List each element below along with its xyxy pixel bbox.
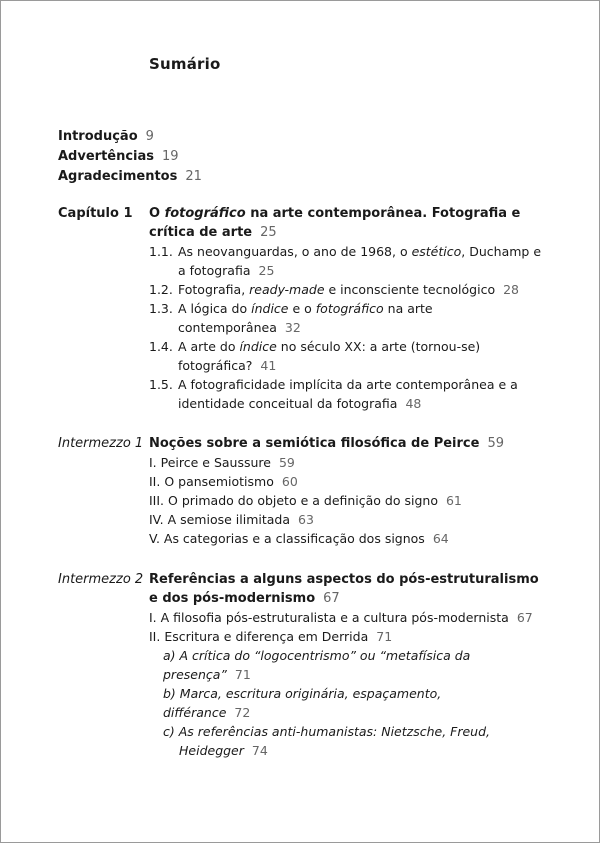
toc-entry-1-3[interactable]	[149, 299, 578, 337]
intermezzo-label: Intermezzo 2	[58, 572, 144, 587]
intermezzo-1-section	[58, 434, 578, 548]
toc-entry-1-5[interactable]	[149, 375, 578, 413]
toc-entry-1-4[interactable]	[149, 337, 578, 375]
entry-label: Introdução	[58, 129, 138, 144]
page-number: 9	[145, 129, 154, 144]
entry-number: 1.2.	[149, 282, 173, 297]
toc-subentry-b[interactable]: b) Marca, escritura originária, espaçamento, différance 72	[163, 686, 442, 720]
entry-label: Agradecimentos	[58, 169, 178, 184]
page-number: 61	[445, 493, 462, 508]
page-number: 67	[323, 591, 340, 606]
entry-text: Fotografia, ready-made e inconsciente tecnológico 28	[178, 282, 520, 297]
page-number: 59	[278, 455, 295, 470]
toc-entry[interactable]: V. As categorias e a classificação dos signos 64	[149, 531, 449, 546]
entry-number: 1.3.	[149, 301, 173, 316]
toc-entry[interactable]: I. Peirce e Saussure 59	[149, 455, 295, 470]
toc-entry-1-1[interactable]	[149, 242, 578, 280]
page-number: 32	[284, 320, 301, 335]
intermezzo-title[interactable]	[149, 434, 569, 453]
entry-number: 1.4.	[149, 339, 173, 354]
page-number: 71	[234, 667, 251, 682]
chapter-label: Capítulo 1	[58, 206, 133, 221]
page-number: 60	[281, 474, 298, 489]
entry-number: 1.1.	[149, 244, 173, 259]
toc-entry[interactable]: I. A filosofia pós-estruturalista e a cultura pós-modernista 67	[149, 610, 533, 625]
chapter-1-section	[58, 204, 578, 413]
title-text: Referências a alguns aspectos do pós-estruturalismo e dos pós-modernismo	[149, 572, 539, 606]
page-number: 25	[258, 263, 275, 278]
page-number: 41	[260, 358, 277, 373]
entry-text: As neovanguardas, o ano de 1968, o estético, Duchamp e a fotografia 25	[178, 244, 542, 278]
intermezzo-label: Intermezzo 1	[58, 436, 144, 451]
page-number: 74	[251, 743, 268, 758]
toc-entry-introducao[interactable]	[58, 127, 202, 147]
toc-subentry-a[interactable]: a) A crítica do “logocentrismo” ou “metafísica da presença” 71	[163, 648, 471, 682]
page-number: 28	[503, 282, 520, 297]
entry-text: A arte do índice no século XX: a arte (tornou-se) fotográfica? 41	[178, 339, 481, 373]
page-number: 48	[405, 396, 422, 411]
toc-entry[interactable]: IV. A semiose ilimitada 63	[149, 512, 314, 527]
title-text: Noções sobre a semiótica filosófica de Peirce	[149, 436, 480, 451]
page-number: 67	[516, 610, 533, 625]
toc-entry[interactable]: II. Escritura e diferença em Derrida 71	[149, 629, 393, 644]
intermezzo-2-section	[58, 570, 578, 760]
chapter-title[interactable]	[149, 204, 529, 242]
title-italic: fotográfico	[164, 206, 246, 221]
entry-label: Advertências	[58, 149, 155, 164]
toc-entry-1-2[interactable]	[149, 280, 578, 299]
entry-text: A lógica do índice e o fotográfico na arte contemporânea 32	[178, 301, 433, 335]
toc-subentry-c[interactable]: c) As referências anti-humanistas: Nietzsche, Freud, Heidegger 74	[163, 724, 491, 758]
page-number: 19	[162, 149, 179, 164]
title-text: O	[149, 206, 165, 221]
page-number: 21	[185, 169, 202, 184]
page-title: Sumário	[149, 55, 221, 73]
page-number: 25	[260, 225, 277, 240]
entry-number: 1.5.	[149, 377, 173, 392]
toc-entry-advertencias[interactable]	[58, 147, 202, 167]
toc-entry[interactable]: III. O primado do objeto e a definição do signo 61	[149, 493, 462, 508]
toc-entry[interactable]: II. O pansemiotismo 60	[149, 474, 298, 489]
page-number: 72	[234, 705, 251, 720]
front-matter-list	[58, 127, 202, 187]
intermezzo-title[interactable]	[149, 570, 544, 608]
toc-entry-agradecimentos[interactable]	[58, 167, 202, 187]
page-number: 64	[432, 531, 449, 546]
entry-text: A fotograficidade implícita da arte contemporânea e a identidade conceitual da fotografia 48	[178, 377, 518, 411]
page-number: 71	[376, 629, 393, 644]
title-text: na arte contemporânea. Fotografia e crítica de arte	[149, 206, 521, 240]
page-number: 63	[298, 512, 314, 527]
page-number: 59	[487, 436, 504, 451]
